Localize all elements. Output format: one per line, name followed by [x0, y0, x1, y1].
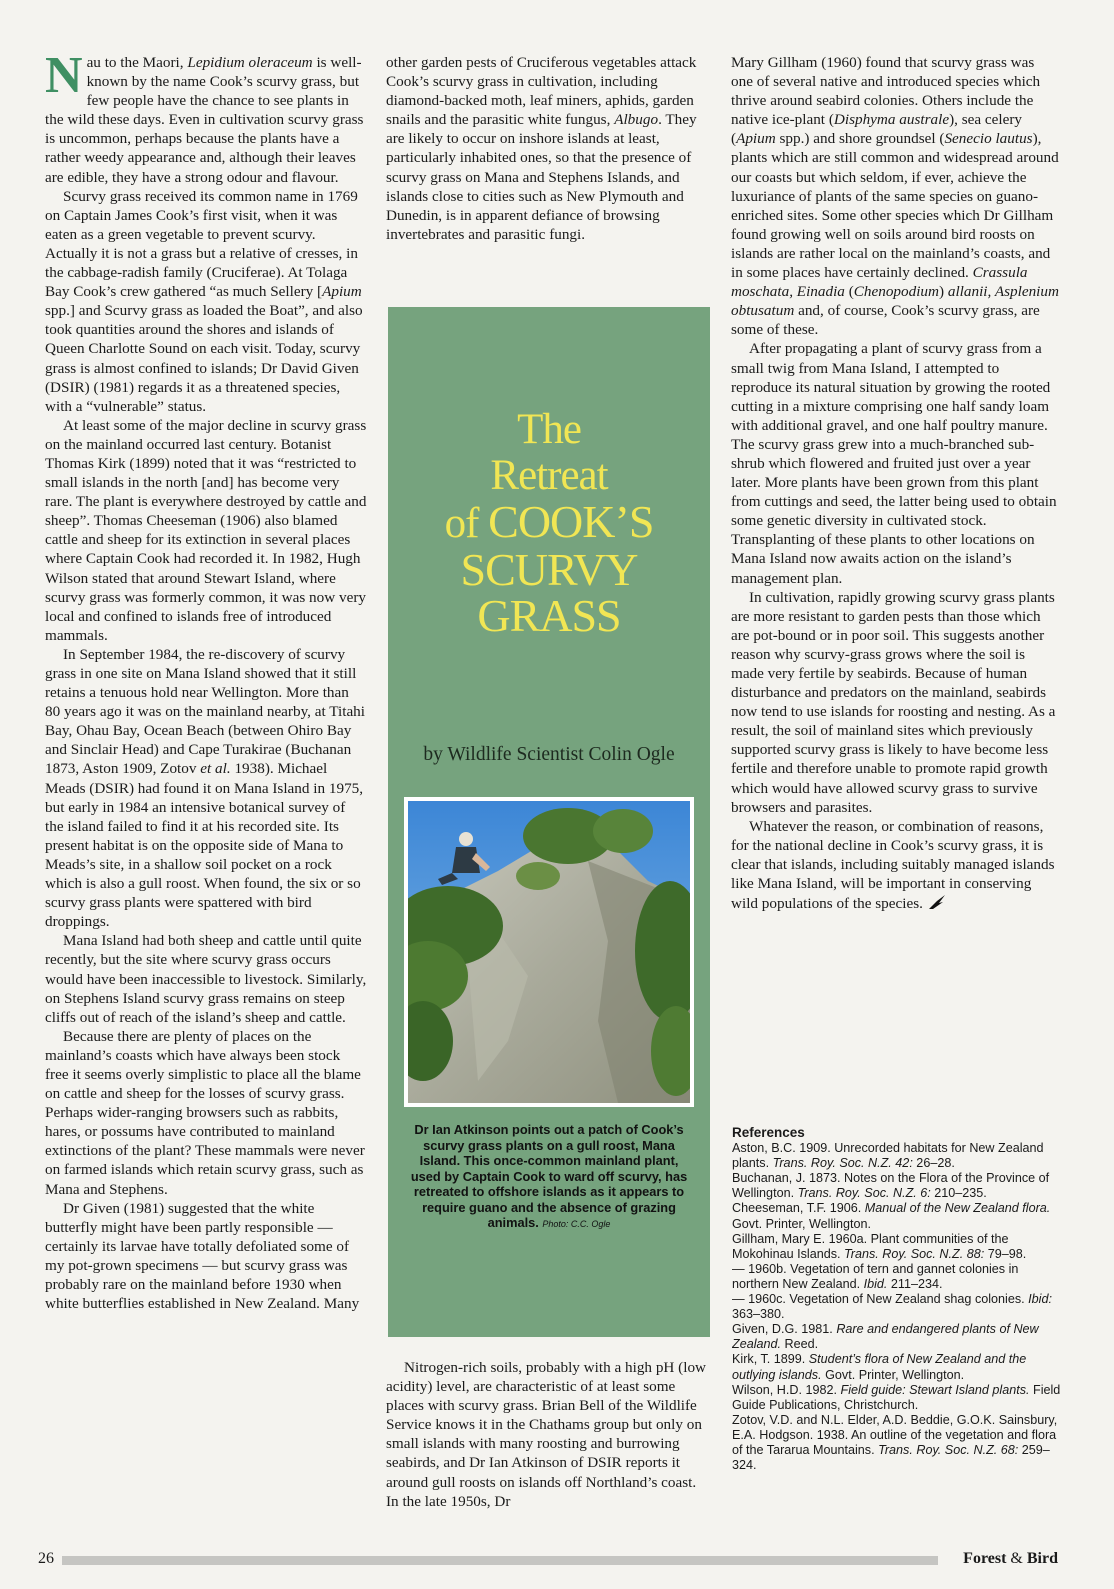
column-1 [45, 53, 367, 1533]
reference-item: — 1960c. Vegetation of New Zealand shag colonies. Ibid: 363–380. [732, 1292, 1052, 1322]
paragraph: In September 1984, the re-discovery of scurvy grass in one site on Mana Island showed that it still retains a tenuous hold near Wellington. More than 80 years ago it was on the mainland nearby, at Titahi Bay, Ohau Bay, Ocean Beach (between Ohiro Bay and Sinclair Head) and Cape Turakirae (Buchanan 1873, Aston 1909, Zotov et al. 1938). Michael Meads (DSIR) had found it on Mana Island in 1975, but early in 1984 an intensive botanical survey of the island failed to find it at his recorded site. Its present habitat is on the opposite side of Mana to Meads’s site, in a shallow soil pocket on a rock which is also a gull roost. When found, the six or so scurvy grass plants were spattered with bird droppings. [45, 645, 365, 931]
reference-item: Kirk, T. 1899. Student’s flora of New Zealand and the outlying islands. Govt. Printer, Wellington. [732, 1352, 1027, 1382]
page-footer [38, 1550, 1058, 1572]
paragraph: Nitrogen-rich soils, probably with a high pH (low acidity) level, are characteristic of at least some places with scurvy grass. Brian Bell of the Wildlife Service knows it in the Chathams group but only on small islands with many roosting and burrowing seabirds, and Dr Ian Atkinson of DSIR reports it around gull roosts on islands off Northland’s coast. In the late 1950s, Dr [386, 1359, 707, 1510]
paragraph: Dr Given (1981) suggested that the white butterfly might have been partly responsible — certainly its larvae have totally defoliated some of my pot-grown specimens — but scurvy grass was probably rare on the mainland before 1930 when white butterflies established in New Zealand. Many [45, 1199, 360, 1313]
reference-list [732, 1141, 1062, 1473]
cliff-photo-illustration [408, 801, 690, 1103]
title-panel [388, 307, 710, 1337]
cliff-photo [404, 797, 694, 1107]
references [732, 1125, 1062, 1525]
reference-item: Cheeseman, T.F. 1906. Manual of the New Zealand flora. Govt. Printer, Wellington. [732, 1201, 1051, 1231]
byline: by Wildlife Scientist Colin Ogle [423, 744, 675, 765]
column-3 [731, 53, 1059, 1093]
bird-end-mark-icon [927, 893, 947, 911]
reference-item: Zotov, V.D. and N.L. Elder, A.D. Beddie, G.O.K. Sainsbury, E.A. Hodgson. 1938. An outline of the vegetation and flora of the Tararua Mountains. Trans. Roy. Soc. N.Z. 68: 259–324. [732, 1412, 1058, 1473]
footer-rule [62, 1556, 938, 1565]
reference-item: Wilson, H.D. 1982. Field guide: Stewart Island plants. Field Guide Publications, Christchurch. [732, 1382, 1061, 1412]
article-title: The Retreat of COOK’S SCURVY GRASS [444, 406, 654, 641]
drop-cap: N [45, 53, 83, 104]
paragraph-intro: Nau to the Maori, Lepidium oleraceum is well-known by the name Cook’s scurvy grass, but few people have the chance to see plants in the wild these days. Even in cultivation scurvy grass is uncommon, perhaps because the plants have a rather weedy appearance and, although their leaves are edible, they have a strong odour and flavour. [45, 53, 364, 186]
reference-item: Gillham, Mary E. 1960a. Plant communities of the Mokohinau Islands. Trans. Roy. Soc. N.Z. 88: 79–98. [732, 1231, 1027, 1261]
reference-item: Aston, B.C. 1909. Unrecorded habitats for New Zealand plants. Trans. Roy. Soc. N.Z. 42: 26–28. [732, 1141, 1044, 1171]
photo-credit: Photo: C.C. Ogle [542, 1219, 611, 1229]
paragraph: At least some of the major decline in scurvy grass on the mainland occurred last century. Botanist Thomas Kirk (1899) noted that it was “restricted to small islands in the north [and] has become very rare. The plant is everywhere destroyed by cattle and sheep”. Thomas Cheeseman (1906) also blamed cattle and sheep for its extinction in several places where Captain Cook had recorded it. In 1982, Hugh Wilson stated that around Stewart Island, where scurvy grass was formerly common, it was now very local and confined to islands free of introduced mammals. [45, 416, 367, 644]
paragraph: Mana Island had both sheep and cattle until quite recently, but the site where scurvy grass occurs would have been inaccessible to livestock. Similarly, on Stephens Island scurvy grass remains on steep cliffs out of reach of the island’s sheep and cattle. [45, 932, 367, 1026]
column-2-bottom [386, 1358, 709, 1533]
paragraph: Because there are plenty of places on the mainland’s coasts which have always been stock free it seems overly simplistic to place all the blame on cattle and sheep for the losses of scurvy grass. Perhaps wider-ranging browsers such as rabbits, hares, or possums have contributed to mainland extinctions of the plant? These mammals were never on farmed islands which retain scurvy grass, such as Mana and Stephens. [45, 1027, 365, 1198]
paragraph: In cultivation, rapidly growing scurvy grass plants are more resistant to garden pests than those which are pot-bound or in poor soil. This suggests another reason why scurvy-grass grows where the soil is made very fertile by seabirds. Because of human disturbance and predators on the mainland, seabirds now tend to use islands for roosting and nesting. As a result, the soil of mainland sites which previously supported scurvy grass is likely to have become less fertile and therefore unable to promote rapid growth which would have allowed scurvy grass to survive browsers and parasites. [731, 588, 1056, 816]
references-title: References [732, 1125, 805, 1140]
column-2-top [386, 53, 709, 293]
page-number: 26 [38, 1550, 54, 1567]
paragraph: other garden pests of Cruciferous vegetables attack Cook’s scurvy grass in cultivation, including diamond-backed moth, leaf miners, aphids, garden snails and the parasitic white fungus, Albugo. They are likely to occur on inshore islands at least, particularly inhabited ones, so that the presence of scurvy grass on Mana and Stephens Islands, and islands close to cities such as New Plymouth and Dunedin, is in apparent defiance of browsing invertebrates and parasitic fungi. [386, 54, 697, 243]
paragraph: Scurvy grass received its common name in 1769 on Captain James Cook’s first visit, when it was eaten as a green vegetable to prevent scurvy. Actually it is not a grass but a relative of cresses, in the cabbage-radish family (Cruciferae). At Tolaga Bay Cook’s crew gathered “as much Sellery [Apium spp.] and Scurvy grass as loaded the Boat”, and also took quantities around the shores and islands of Queen Charlotte Sound on each visit. Today, scurvy grass is almost confined to islands; Dr David Given (DSIR) (1981) regards it as a threatened species, with a “vulnerable” status. [45, 187, 363, 415]
magazine-name: Forest & Bird [963, 1550, 1058, 1567]
reference-item: Buchanan, J. 1873. Notes on the Flora of the Province of Wellington. Trans. Roy. Soc. N.Z. 6: 210–235. [732, 1171, 1050, 1201]
paragraph: After propagating a plant of scurvy grass from a small twig from Mana Island, I attempted to reproduce its natural situation by growing the rooted cutting in a mixture comprising one half sandy loam with additional gravel, and one half poultry manure. The scurvy grass grew into a much-branched sub-shrub which flowered and fruited just over a year later. More plants have been grown from this plant from cuttings and seed, the latter being used to obtain some genetic diversity in cultivated stock. Transplanting of these plants to other locations on Mana Island now awaits action on the island’s management plan. [731, 340, 1057, 587]
reference-item: — 1960b. Vegetation of tern and gannet colonies in northern New Zealand. Ibid. 211–234. [732, 1261, 1019, 1291]
paragraph: Mary Gillham (1960) found that scurvy grass was one of several native and introduced species which thrive around seabird colonies. Others include the native ice-plant (Disphyma australe), sea celery (Apium spp.) and shore groundsel (Senecio lautus), plants which are still common and widespread around our coasts but which seldom, if ever, achieve the luxuriance of plants of the same species on guano-enriched sites. Some other species which Dr Gillham found growing well on soils around bird roosts on islands are rather local on the mainland’s coasts, and in some places have certainly declined. Crassula moschata, Einadia (Chenopodium) allanii, Asplenium obtusatum and, of course, Cook’s scurvy grass, are some of these. [731, 54, 1059, 339]
reference-item: Given, D.G. 1981. Rare and endangered plants of New Zealand. Reed. [732, 1322, 1039, 1352]
paragraph: Whatever the reason, or combination of reasons, for the national decline in Cook’s scurvy grass, it is clear that islands, including suitably managed islands like Mana Island, will be important in conserving wild populations of the species. [731, 817, 1055, 913]
photo-caption: Dr Ian Atkinson points out a patch of Cook’s scurvy grass plants on a gull roost, Mana Island. This once-common mainland plant, used by Captain Cook to ward off scurvy, has retreated to offshore islands as it appears to require guano and the absence of grazing animals. Photo: C.C. Ogle [410, 1122, 688, 1230]
